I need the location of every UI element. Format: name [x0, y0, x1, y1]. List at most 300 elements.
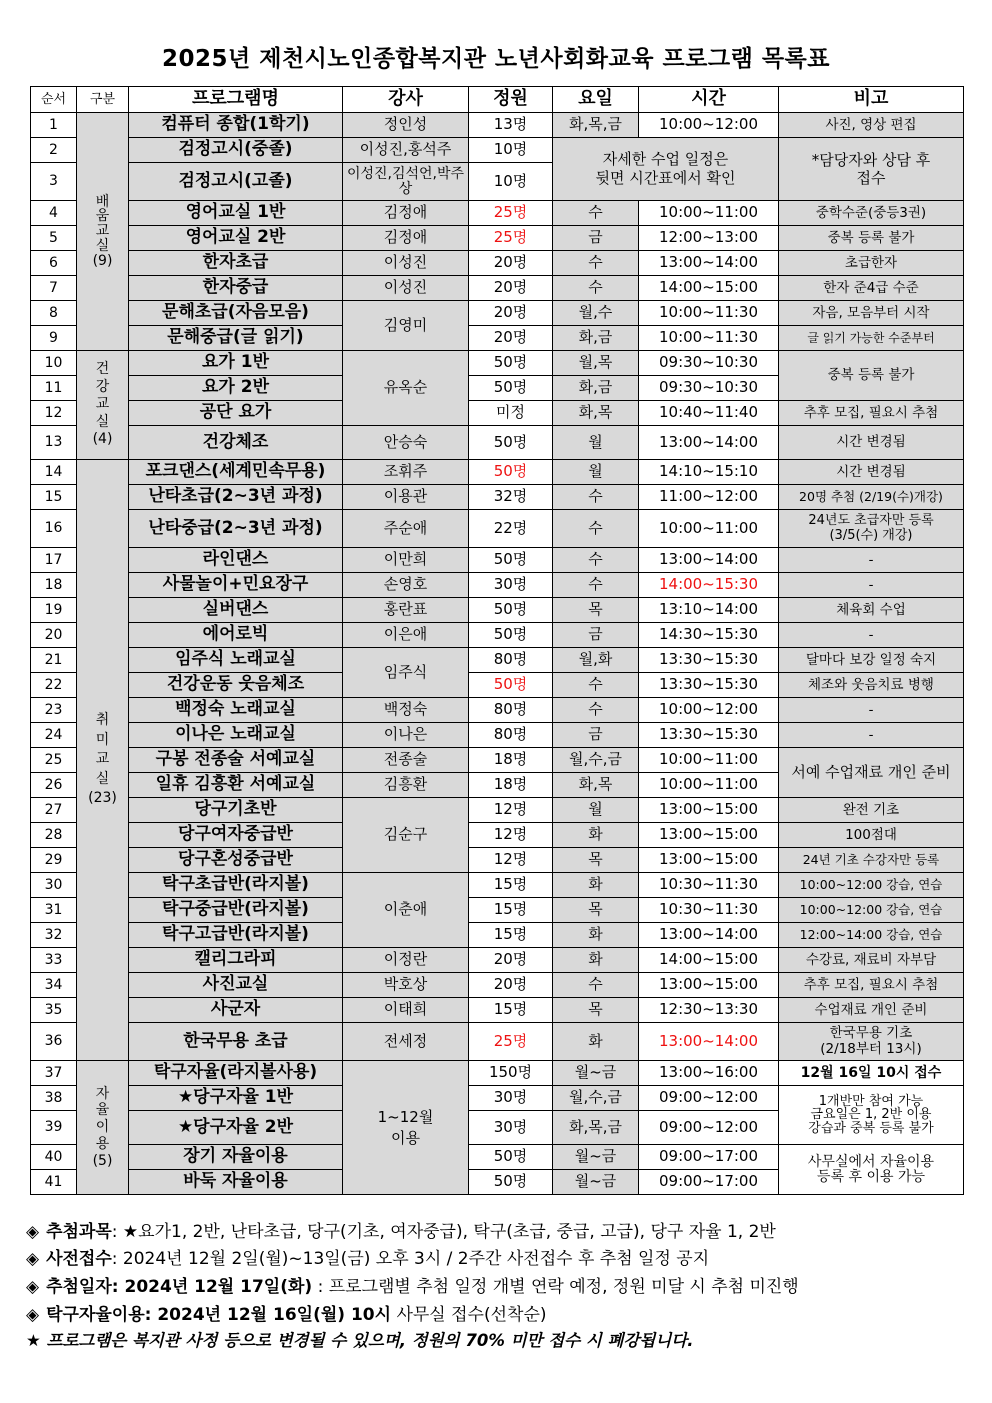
program-name: 바둑 자율이용	[129, 1170, 343, 1195]
row-no: 9	[31, 326, 77, 351]
capacity: 15명	[469, 923, 553, 948]
time: 14:10~15:10	[639, 460, 779, 485]
capacity: 15명	[469, 998, 553, 1023]
instructor	[343, 1061, 469, 1195]
instructor: 이만희	[343, 548, 469, 573]
category-char: 교	[95, 751, 110, 768]
note: 추후 모집, 필요시 추첨	[779, 973, 964, 998]
category-health	[77, 351, 129, 460]
program-name: 한자초급	[129, 251, 343, 276]
table-row	[31, 1086, 964, 1111]
instructor: 전종술	[343, 748, 469, 773]
category-char: 취	[95, 712, 110, 729]
program-name: 캘리그라피	[129, 948, 343, 973]
program-name: 백정숙 노래교실	[129, 698, 343, 723]
program-name: 사군자	[129, 998, 343, 1023]
day: 수	[553, 201, 639, 226]
capacity: 미정	[469, 401, 553, 426]
row-no: 3	[31, 163, 77, 201]
note: -	[779, 623, 964, 648]
table-row	[31, 873, 964, 898]
diamond-icon: ◈	[26, 1249, 40, 1269]
table-row	[31, 401, 964, 426]
day: 수	[553, 673, 639, 698]
time: 14:30~15:30	[639, 623, 779, 648]
table-row	[31, 623, 964, 648]
table-row	[31, 251, 964, 276]
time: 10:00~11:00	[639, 201, 779, 226]
program-name: 공단 요가	[129, 401, 343, 426]
instructor: 임주식	[343, 648, 469, 698]
row-no: 6	[31, 251, 77, 276]
time: 13:00~15:00	[639, 823, 779, 848]
program-name: 사진교실	[129, 973, 343, 998]
capacity: 13명	[469, 113, 553, 138]
instructor: 유옥순	[343, 351, 469, 426]
time: 10:00~11:00	[639, 510, 779, 548]
row-no: 27	[31, 798, 77, 823]
note-line: 등록 후 이용 가능	[816, 1168, 926, 1185]
capacity: 50명	[469, 426, 553, 460]
note: 시간 변경됨	[779, 426, 964, 460]
program-name: 임주식 노래교실	[129, 648, 343, 673]
note: 초급한자	[779, 251, 964, 276]
row-no: 37	[31, 1061, 77, 1086]
category-char: 자	[95, 1085, 110, 1102]
day: 화	[553, 823, 639, 848]
row-no: 34	[31, 973, 77, 998]
row-no: 24	[31, 723, 77, 748]
footer-pre	[26, 1244, 709, 1269]
diamond-icon: ◈	[26, 1222, 40, 1242]
footer-pre-text: : 2024년 12월 2일(월)~13일(금) 오후 3시 / 2주간 사전접수 후 추첨 일정 공지	[111, 1249, 710, 1269]
category-count: (5)	[92, 1152, 113, 1169]
time: 13:00~14:00	[639, 426, 779, 460]
schedule-note-line: 자세한 수업 일정은	[602, 149, 729, 168]
note: 100점대	[779, 823, 964, 848]
day: 월,목	[553, 351, 639, 376]
instructor: 이성진,김석언,박주상	[343, 163, 469, 201]
table-row	[31, 226, 964, 251]
category-hobby	[77, 460, 129, 1061]
note	[779, 1086, 964, 1145]
instructor-line: 1~12월	[377, 1107, 434, 1126]
day: 수	[553, 251, 639, 276]
row-no: 23	[31, 698, 77, 723]
note: 24년 기초 수강자만 등록	[779, 848, 964, 873]
row-no: 30	[31, 873, 77, 898]
program-name: 이나은 노래교실	[129, 723, 343, 748]
note-line: (3/5(수) 개강)	[829, 527, 913, 543]
instructor: 이태희	[343, 998, 469, 1023]
program-name: 장기 자율이용	[129, 1145, 343, 1170]
capacity: 20명	[469, 948, 553, 973]
day: 화,금	[553, 376, 639, 401]
note: 글 읽기 가능한 수준부터	[779, 326, 964, 351]
table-row	[31, 848, 964, 873]
row-no: 7	[31, 276, 77, 301]
note: 체조와 웃음치료 병행	[779, 673, 964, 698]
instructor: 김영미	[343, 301, 469, 351]
day: 화	[553, 873, 639, 898]
time: 13:30~15:30	[639, 673, 779, 698]
program-name: 탁구중급반(라지볼)	[129, 898, 343, 923]
capacity: 50명	[469, 1170, 553, 1195]
note: 시간 변경됨	[779, 460, 964, 485]
time: 14:00~15:30	[639, 573, 779, 598]
time: 14:00~15:00	[639, 276, 779, 301]
table-row	[31, 510, 964, 548]
note: -	[779, 723, 964, 748]
note: -	[779, 698, 964, 723]
capacity: 150명	[469, 1061, 553, 1086]
program-name: 구봉 전종술 서예교실	[129, 748, 343, 773]
program-name: 한국무용 초급	[129, 1023, 343, 1061]
day: 월,수,금	[553, 1086, 639, 1111]
capacity: 50명	[469, 376, 553, 401]
note: -	[779, 548, 964, 573]
category-char: 배	[95, 193, 110, 210]
day: 화	[553, 1023, 639, 1061]
day: 목	[553, 898, 639, 923]
time: 09:00~12:00	[639, 1111, 779, 1145]
program-name: 건강체조	[129, 426, 343, 460]
note: 12:00~14:00 강습, 연습	[779, 923, 964, 948]
table-row	[31, 460, 964, 485]
capacity: 12명	[469, 823, 553, 848]
instructor: 홍란표	[343, 598, 469, 623]
note: 서예 수업재료 개인 준비	[779, 748, 964, 798]
time: 13:00~14:00	[639, 923, 779, 948]
note-line: 1개반만 참여 가능	[818, 1093, 924, 1109]
day: 수	[553, 698, 639, 723]
time: 10:00~11:30	[639, 326, 779, 351]
capacity: 50명	[469, 623, 553, 648]
time: 10:30~11:30	[639, 873, 779, 898]
time: 13:00~16:00	[639, 1061, 779, 1086]
table-row	[31, 351, 964, 376]
col-header-no: 순서	[31, 87, 77, 113]
program-name: 문해초급(자음모음)	[129, 301, 343, 326]
note: -	[779, 573, 964, 598]
note-line: 사무실에서 자율이용	[807, 1153, 935, 1170]
row-no: 36	[31, 1023, 77, 1061]
category-count: (4)	[92, 431, 113, 448]
time: 12:30~13:30	[639, 998, 779, 1023]
table-row	[31, 648, 964, 673]
time: 13:10~14:00	[639, 598, 779, 623]
instructor: 백정숙	[343, 698, 469, 723]
category-char: 강	[95, 378, 110, 395]
table-row	[31, 923, 964, 948]
row-no: 20	[31, 623, 77, 648]
capacity: 50명	[469, 598, 553, 623]
instructor: 손영호	[343, 573, 469, 598]
capacity: 22명	[469, 510, 553, 548]
category-count: (23)	[88, 790, 117, 807]
day: 월~금	[553, 1170, 639, 1195]
day: 수	[553, 973, 639, 998]
table-row	[31, 426, 964, 460]
day: 수	[553, 276, 639, 301]
category-char: 교	[95, 223, 110, 240]
day: 목	[553, 848, 639, 873]
table-row	[31, 276, 964, 301]
note: 사진, 영상 편집	[779, 113, 964, 138]
program-name: 문해중급(글 읽기)	[129, 326, 343, 351]
table-row	[31, 673, 964, 698]
program-name: 포크댄스(세계민속무용)	[129, 460, 343, 485]
category-free-use	[77, 1061, 129, 1195]
capacity: 15명	[469, 898, 553, 923]
table-row	[31, 138, 964, 163]
table-row	[31, 1145, 964, 1170]
row-no: 40	[31, 1145, 77, 1170]
program-name: 한자중급	[129, 276, 343, 301]
time: 13:00~14:00	[639, 251, 779, 276]
consult-note-line: *담당자와 상담 후	[811, 151, 931, 169]
time: 09:30~10:30	[639, 351, 779, 376]
note: 자음, 모음부터 시작	[779, 301, 964, 326]
program-name: 실버댄스	[129, 598, 343, 623]
row-no: 15	[31, 485, 77, 510]
capacity: 50명	[469, 548, 553, 573]
schedule-note-line: 뒷면 시간표에서 확인	[595, 169, 736, 187]
capacity: 32명	[469, 485, 553, 510]
capacity: 12명	[469, 798, 553, 823]
footer-lottery	[26, 1217, 776, 1242]
note: 10:00~12:00 강습, 연습	[779, 898, 964, 923]
note: 10:00~12:00 강습, 연습	[779, 873, 964, 898]
program-name: 영어교실 2반	[129, 226, 343, 251]
time: 10:00~12:00	[639, 698, 779, 723]
consult-note	[779, 138, 964, 201]
capacity: 20명	[469, 251, 553, 276]
day: 화	[553, 948, 639, 973]
row-no: 31	[31, 898, 77, 923]
category-char: 움	[95, 208, 110, 225]
time: 12:00~13:00	[639, 226, 779, 251]
time: 13:00~14:00	[639, 1023, 779, 1061]
table-row	[31, 973, 964, 998]
note: 중복 등록 불가	[779, 351, 964, 401]
note-line: (2/18부터 13시)	[820, 1040, 922, 1057]
note	[779, 1145, 964, 1195]
capacity: 15명	[469, 873, 553, 898]
capacity: 18명	[469, 773, 553, 798]
category-char: 건	[95, 361, 110, 378]
program-name: 사물놀이+민요장구	[129, 573, 343, 598]
instructor: 주순애	[343, 510, 469, 548]
capacity: 20명	[469, 326, 553, 351]
col-header-capacity: 정원	[469, 87, 553, 113]
instructor: 이성진,홍석주	[343, 138, 469, 163]
footer-date	[26, 1272, 799, 1297]
day: 화,목,금	[553, 113, 639, 138]
row-no: 29	[31, 848, 77, 873]
day: 월~금	[553, 1061, 639, 1086]
instructor: 조휘주	[343, 460, 469, 485]
row-no: 21	[31, 648, 77, 673]
note: 20명 추첨 (2/19(수)개강)	[779, 485, 964, 510]
capacity: 30명	[469, 573, 553, 598]
note	[779, 510, 964, 548]
program-name: 당구여자중급반	[129, 823, 343, 848]
row-no: 25	[31, 748, 77, 773]
col-header-time: 시간	[639, 87, 779, 113]
program-name: 일휴 김흥환 서예교실	[129, 773, 343, 798]
instructor: 김정애	[343, 226, 469, 251]
program-name: 요가 1반	[129, 351, 343, 376]
day: 목	[553, 598, 639, 623]
capacity: 50명	[469, 673, 553, 698]
category-char: 미	[95, 731, 110, 748]
capacity: 25명	[469, 201, 553, 226]
row-no: 16	[31, 510, 77, 548]
capacity: 20명	[469, 973, 553, 998]
capacity: 30명	[469, 1111, 553, 1145]
note-line: 24년도 초급자만 등록	[808, 512, 934, 528]
schedule-note	[553, 138, 779, 201]
time: 10:00~11:00	[639, 748, 779, 773]
instructor: 이은애	[343, 623, 469, 648]
capacity: 50명	[469, 1145, 553, 1170]
page-title: 2025년 제천시노인종합복지관 노년사회화교육 프로그램 목록표	[162, 46, 830, 72]
row-no: 12	[31, 401, 77, 426]
time: 09:30~10:30	[639, 376, 779, 401]
category-char: 실	[95, 770, 110, 787]
capacity: 30명	[469, 1086, 553, 1111]
consult-note-line: 접수	[856, 169, 886, 187]
table-row	[31, 201, 964, 226]
col-header-note: 비고	[779, 87, 964, 113]
day: 월~금	[553, 1145, 639, 1170]
col-header-instructor: 강사	[343, 87, 469, 113]
instructor: 전세정	[343, 1023, 469, 1061]
table-row	[31, 326, 964, 351]
category-char: 이	[95, 1119, 110, 1136]
footer-free-bold: : 2024년 12월 16일(월) 10시	[144, 1305, 392, 1325]
time: 13:30~15:30	[639, 723, 779, 748]
time: 09:00~12:00	[639, 1086, 779, 1111]
note: 중복 등록 불가	[779, 226, 964, 251]
program-name: 건강운동 웃음체조	[129, 673, 343, 698]
col-header-name: 프로그램명	[129, 87, 343, 113]
table-row	[31, 113, 964, 138]
category-count: (9)	[92, 252, 113, 269]
program-name: 난타중급(2~3년 과정)	[129, 510, 343, 548]
instructor: 이춘애	[343, 873, 469, 948]
row-no: 26	[31, 773, 77, 798]
time: 10:40~11:40	[639, 401, 779, 426]
capacity: 50명	[469, 351, 553, 376]
day: 월	[553, 798, 639, 823]
day: 수	[553, 548, 639, 573]
footer-free-label: 탁구자율이용	[46, 1305, 145, 1325]
row-no: 38	[31, 1086, 77, 1111]
instructor: 이용관	[343, 485, 469, 510]
time: 10:00~11:30	[639, 301, 779, 326]
capacity: 20명	[469, 276, 553, 301]
day: 월,수	[553, 301, 639, 326]
time: 09:00~17:00	[639, 1170, 779, 1195]
program-name: 탁구초급반(라지볼)	[129, 873, 343, 898]
table-row	[31, 948, 964, 973]
program-name: 탁구자율(라지볼사용)	[129, 1061, 343, 1086]
note: 한자 준4급 수준	[779, 276, 964, 301]
day: 수	[553, 573, 639, 598]
footer-pre-label: 사전접수	[46, 1249, 112, 1269]
capacity: 25명	[469, 1023, 553, 1061]
capacity: 10명	[469, 163, 553, 201]
instructor: 김흥환	[343, 773, 469, 798]
table-row	[31, 798, 964, 823]
program-name: 당구혼성중급반	[129, 848, 343, 873]
table-row	[31, 1061, 964, 1086]
table-row	[31, 1023, 964, 1061]
category-char: 용	[95, 1135, 110, 1152]
program-name: 영어교실 1반	[129, 201, 343, 226]
program-name: 컴퓨터 종합(1학기)	[129, 113, 343, 138]
day: 월,수,금	[553, 748, 639, 773]
row-no: 5	[31, 226, 77, 251]
note: 수업재료 개인 준비	[779, 998, 964, 1023]
capacity: 50명	[469, 460, 553, 485]
table-row	[31, 598, 964, 623]
row-no: 28	[31, 823, 77, 848]
category-char: 교	[95, 396, 110, 413]
program-name: 검정고시(고졸)	[129, 163, 343, 201]
instructor: 김정애	[343, 201, 469, 226]
col-header-cat: 구분	[77, 87, 129, 113]
day: 수	[553, 485, 639, 510]
footer-date-bold: : 2024년 12월 17일(화)	[111, 1277, 313, 1297]
footer-free	[26, 1300, 547, 1325]
instructor: 정인성	[343, 113, 469, 138]
row-no: 33	[31, 948, 77, 973]
table-row	[31, 723, 964, 748]
row-no: 35	[31, 998, 77, 1023]
table-row	[31, 998, 964, 1023]
note: 체육회 수업	[779, 598, 964, 623]
note: 추후 모집, 필요시 추첨	[779, 401, 964, 426]
footer-date-label: 추첨일자	[46, 1277, 112, 1297]
row-no: 4	[31, 201, 77, 226]
day: 월	[553, 460, 639, 485]
day: 금	[553, 623, 639, 648]
time: 11:00~12:00	[639, 485, 779, 510]
program-name: ★당구자율 2반	[129, 1111, 343, 1145]
program-name: ★당구자율 1반	[129, 1086, 343, 1111]
time: 10:00~12:00	[639, 113, 779, 138]
row-no: 19	[31, 598, 77, 623]
instructor: 이나은	[343, 723, 469, 748]
row-no: 41	[31, 1170, 77, 1195]
time: 13:00~15:00	[639, 973, 779, 998]
time: 13:00~15:00	[639, 848, 779, 873]
table-row	[31, 823, 964, 848]
day: 화,목	[553, 773, 639, 798]
row-no: 32	[31, 923, 77, 948]
row-no: 14	[31, 460, 77, 485]
time: 14:00~15:00	[639, 948, 779, 973]
instructor: 박호상	[343, 973, 469, 998]
day: 금	[553, 723, 639, 748]
program-name: 난타초급(2~3년 과정)	[129, 485, 343, 510]
note: 중학수준(중등3권)	[779, 201, 964, 226]
note-line: 한국무용 기초	[829, 1024, 913, 1041]
category-char: 율	[95, 1102, 110, 1119]
